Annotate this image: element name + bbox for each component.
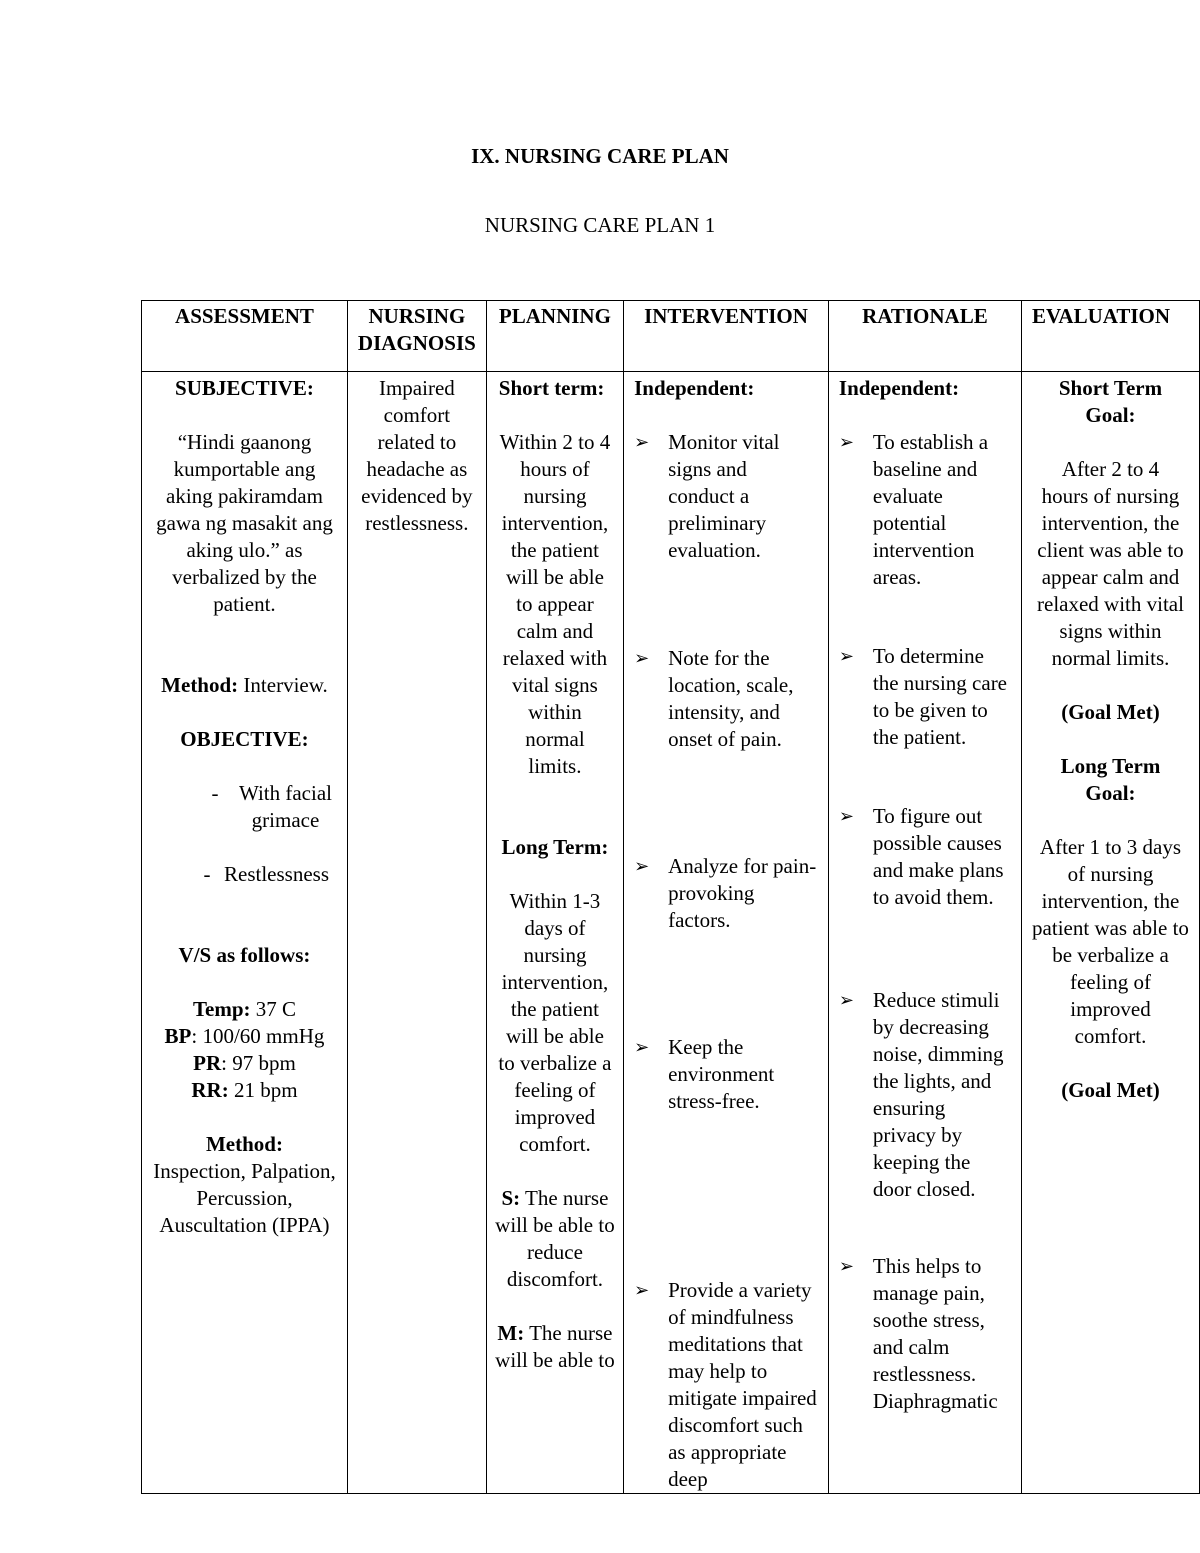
- planning-cell: [486, 372, 623, 1494]
- header-intervention: INTERVENTION: [624, 301, 829, 372]
- eval-long-text: After 1 to 3 days of nursing intervention, the patient was able to be verbalize a feeling of improved comfort.: [1032, 835, 1189, 1048]
- header-nursing-diagnosis: NURSING DIAGNOSIS: [347, 301, 486, 372]
- objective-item: - Restlessness: [203, 862, 329, 886]
- vital-rr: RR: 21 bpm: [191, 1078, 298, 1102]
- body-row: [142, 372, 1200, 1494]
- intervention-item: ➢ Analyze for pain-provoking factors.: [634, 854, 817, 932]
- care-plan-table: [141, 300, 1200, 1494]
- arrow-bullet-icon: ➢: [634, 648, 650, 669]
- header-assessment: ASSESSMENT: [142, 301, 348, 372]
- intervention-label: Independent:: [634, 376, 755, 400]
- intervention-item: ➢ Keep the environment stress-free.: [634, 1035, 775, 1113]
- arrow-bullet-icon: ➢: [838, 432, 854, 453]
- rationale-item: ➢ This helps to manage pain, soothe stress, and calm restlessness. Diaphragmatic: [838, 1254, 998, 1413]
- arrow-bullet-icon: ➢: [838, 990, 854, 1011]
- rationale-item: ➢ Reduce stimuli by decreasing noise, dimming the lights, and ensuring privacy by keeping the door closed.: [838, 988, 1004, 1201]
- rationale-item: ➢ To figure out possible causes and make plans to avoid them.: [838, 804, 1004, 909]
- intervention-cell: [624, 372, 829, 1494]
- method-ippa: Inspection, Palpation, Percussion, Auscultation (IPPA): [153, 1159, 336, 1237]
- eval-long-label: Long Term Goal:: [1060, 754, 1161, 805]
- intervention-item: ➢ Provide a variety of mindfulness meditations that may help to mitigate impaired discomfort such as appropriate deep: [634, 1278, 817, 1491]
- assessment-cell: [142, 372, 348, 1494]
- intervention-item: ➢ Monitor vital signs and conduct a preliminary evaluation.: [634, 430, 780, 562]
- vs-label: V/S as follows:: [178, 943, 311, 967]
- eval-short-text: After 2 to 4 hours of nursing intervention, the client was able to appear calm and relaxed with vital signs within normal limits.: [1037, 457, 1184, 670]
- header-row: [142, 301, 1200, 372]
- rationale-cell: [828, 372, 1021, 1494]
- header-rationale: RATIONALE: [828, 301, 1021, 372]
- intervention-item: ➢ Note for the location, scale, intensity, and onset of pain.: [634, 646, 794, 751]
- arrow-bullet-icon: ➢: [838, 646, 854, 667]
- arrow-bullet-icon: ➢: [838, 806, 854, 827]
- eval-short-label: Short Term Goal:: [1058, 376, 1163, 427]
- rationale-item: ➢ To determine the nursing care to be given to the patient.: [838, 644, 1008, 749]
- header-evaluation: EVALUATION: [1021, 301, 1199, 372]
- evaluation-cell: [1021, 372, 1199, 1494]
- subjective-label: SUBJECTIVE:: [175, 376, 314, 400]
- short-term-label: Short term:: [498, 376, 605, 400]
- arrow-bullet-icon: ➢: [838, 1256, 854, 1277]
- eval-goal-met-2: (Goal Met): [1061, 1078, 1160, 1102]
- smart-m: M: The nurse will be able to: [495, 1321, 615, 1372]
- vital-temp: Temp: 37 C: [192, 997, 297, 1021]
- long-term-text: Within 1-3 days of nursing intervention, the patient will be able to verbalize a feeling of improved comfort.: [498, 889, 612, 1156]
- eval-goal-met-1: (Goal Met): [1061, 700, 1160, 724]
- section-title: IX. NURSING CARE PLAN: [471, 144, 729, 168]
- diagnosis-cell: [347, 372, 486, 1494]
- short-term-text: Within 2 to 4 hours of nursing intervention, the patient will be able to appear calm and relaxed with vital signs within normal limits.: [499, 430, 611, 778]
- objective-label: OBJECTIVE:: [180, 727, 309, 751]
- method-label: Method:: [205, 1132, 283, 1156]
- diagnosis-text: Impaired comfort related to headache as evidenced by restlessness.: [361, 376, 473, 535]
- smart-s: S: The nurse will be able to reduce discomfort.: [495, 1186, 615, 1291]
- arrow-bullet-icon: ➢: [634, 432, 650, 453]
- header-planning: PLANNING: [486, 301, 623, 372]
- vital-pr: PR: 97 bpm: [193, 1051, 296, 1075]
- subjective-quote: “Hindi gaanong kumportable ang aking pakiramdam gawa ng masakit ang aking ulo.” as verbalized by the patient.: [156, 430, 333, 616]
- arrow-bullet-icon: ➢: [634, 1037, 650, 1058]
- long-term-label: Long Term:: [501, 835, 609, 859]
- method-interview: Method: Interview.: [161, 673, 328, 697]
- plan-title: NURSING CARE PLAN 1: [484, 213, 716, 237]
- vital-bp: BP: 100/60 mmHg: [164, 1024, 325, 1048]
- objective-item: - With facial grimace: [211, 781, 332, 832]
- arrow-bullet-icon: ➢: [634, 856, 650, 877]
- rationale-label: Independent:: [838, 376, 960, 400]
- arrow-bullet-icon: ➢: [634, 1280, 650, 1301]
- rationale-item: ➢ To establish a baseline and evaluate potential intervention areas.: [838, 430, 989, 589]
